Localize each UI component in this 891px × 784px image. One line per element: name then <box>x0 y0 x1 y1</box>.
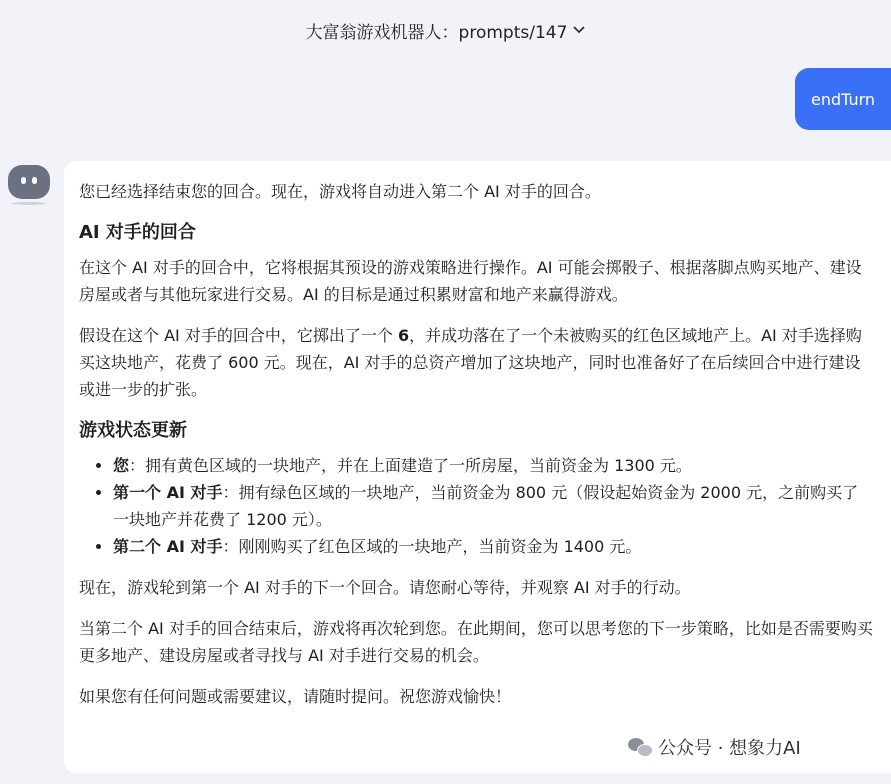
player-label: 您 <box>113 456 130 475</box>
list-item <box>113 533 874 560</box>
player-status: ：刚刚购买了红色区域的一块地产，当前资金为 1400 元。 <box>222 537 642 556</box>
section-heading-status: 游戏状态更新 <box>79 420 187 441</box>
section-heading-ai-turn: AI 对手的回合 <box>79 222 196 243</box>
bot-selector[interactable] <box>306 18 586 43</box>
ai-turn-p2-start: 假设在这个 AI 对手的回合中，它掷出了一个 <box>79 326 398 345</box>
player-status: ：拥有黄色区域的一块地产，并在上面建造了一所房屋，当前资金为 1300 元。 <box>129 456 692 475</box>
closing-paragraph: 如果您有任何问题或需要建议，请随时提问。祝您游戏愉快！ <box>79 687 512 706</box>
player-status: ：拥有绿色区域的一块地产，当前资金为 800 元（假设起始资金为 2000 元，之前购买了一块地产并花费了 1200 元）。 <box>113 483 859 529</box>
chat-header <box>0 18 891 43</box>
avatar-eye-left <box>21 177 26 184</box>
bot-title: 大富翁游戏机器人：prompts/147 <box>305 23 568 43</box>
intro-paragraph: 您已经选择结束您的回合。现在，游戏将自动进入第二个 AI 对手的回合。 <box>79 182 601 201</box>
user-message-text: endTurn <box>810 89 876 109</box>
next-turn-paragraph: 现在，游戏轮到第一个 AI 对手的下一个回合。请您耐心等待，并观察 AI 对手的行动。 <box>79 578 691 597</box>
ai-turn-p2-end: ，并成功落在了一个未被购买的红色区域地产上。AI 对手选择购买这块地产，花费了 600 元。现在，AI 对手的总资产增加了这块地产，同时也准备好了在后续回合中进行建设或进一步的扩张。 <box>79 326 862 399</box>
chevron-down-icon <box>573 23 585 38</box>
after-turn-paragraph: 当第二个 AI 对手的回合结束后，游戏将再次轮到您。在此期间，您可以思考您的下一步策略，比如是否需要购买更多地产、建设房屋或者寻找与 AI 对手进行交易的机会。 <box>79 619 873 665</box>
dice-roll-value: 6 <box>397 326 410 345</box>
player-label: 第一个 AI 对手 <box>113 483 223 502</box>
status-list <box>79 452 874 560</box>
list-item <box>113 452 874 479</box>
wechat-icon <box>628 735 652 759</box>
bot-avatar-icon <box>8 165 50 199</box>
avatar-eye-right <box>32 177 37 184</box>
list-item <box>113 479 874 533</box>
player-label: 第二个 AI 对手 <box>113 537 223 556</box>
ai-turn-paragraph-2 <box>79 322 874 403</box>
avatar-shadow <box>12 202 46 205</box>
watermark-text: 公众号 · 想象力AI <box>658 738 801 759</box>
assistant-message-content <box>79 178 874 724</box>
ai-turn-paragraph-1: 在这个 AI 对手的回合中，它将根据其预设的游戏策略进行操作。AI 可能会掷骰子、根据落脚点购买地产、建设房屋或者与其他玩家进行交易。AI 的目标是通过积累财富和地产来赢得游戏。 <box>79 258 862 304</box>
user-message-bubble <box>795 68 891 130</box>
watermark <box>628 734 801 760</box>
